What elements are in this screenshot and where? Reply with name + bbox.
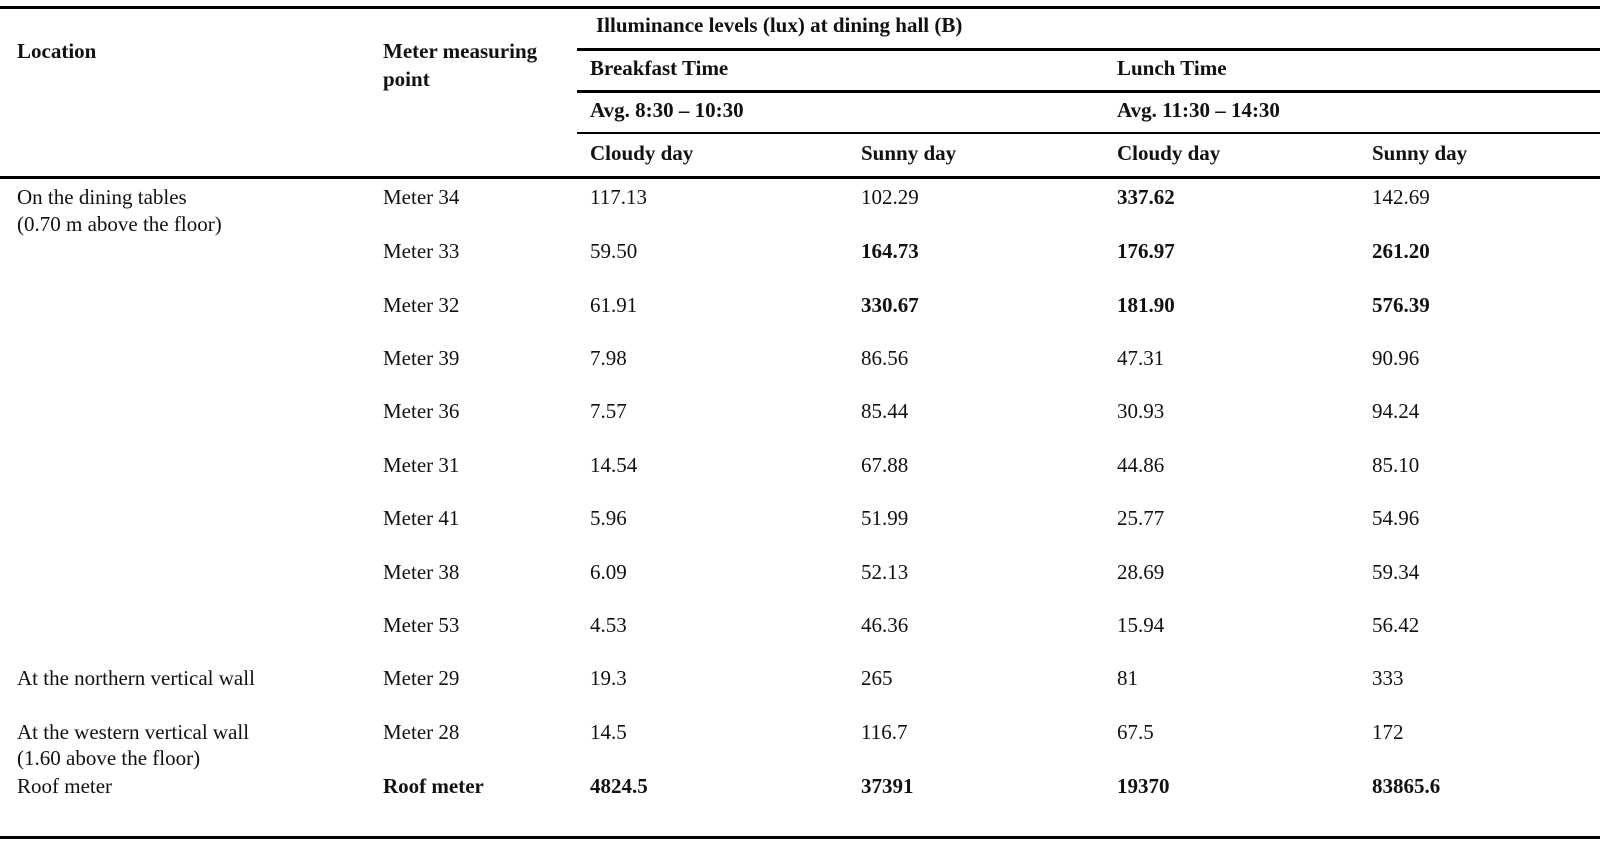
cell-breakfast-cloudy: 59.50: [590, 239, 638, 263]
cell-lunch-sunny: 59.34: [1372, 560, 1420, 584]
avg-rule: [577, 132, 1600, 134]
cell-breakfast-sunny: 164.73: [861, 239, 919, 263]
header-breakfast-avg: Avg. 8:30 – 10:30: [590, 98, 744, 122]
cell-breakfast-sunny: 46.36: [861, 613, 909, 637]
cell-breakfast-cloudy: 4824.5: [590, 774, 648, 798]
header-location: Location: [17, 39, 97, 63]
table-top-rule: [0, 6, 1600, 9]
cell-lunch-sunny: 333: [1372, 666, 1404, 690]
cell-breakfast-sunny: 265: [861, 666, 893, 690]
row-meter: Meter 32: [383, 293, 460, 317]
row-meter: Meter 41: [383, 506, 460, 530]
cell-breakfast-cloudy: 4.53: [590, 613, 627, 637]
cell-lunch-cloudy: 25.77: [1117, 506, 1165, 530]
cell-breakfast-sunny: 102.29: [861, 185, 919, 209]
cell-lunch-sunny: 54.96: [1372, 506, 1420, 530]
row-location-line1: On the dining tables: [17, 185, 187, 209]
row-meter: Meter 38: [383, 560, 460, 584]
cell-breakfast-cloudy: 7.57: [590, 399, 627, 423]
cell-breakfast-cloudy: 14.5: [590, 720, 627, 744]
cell-lunch-cloudy: 337.62: [1117, 185, 1175, 209]
header-lunch-title: Lunch Time: [1117, 56, 1227, 80]
cell-lunch-cloudy: 19370: [1117, 774, 1170, 798]
row-meter: Meter 29: [383, 666, 460, 690]
cell-breakfast-sunny: 86.56: [861, 346, 909, 370]
row-meter: Meter 39: [383, 346, 460, 370]
row-meter: Meter 28: [383, 720, 460, 744]
header-breakfast-cloudy: Cloudy day: [590, 141, 694, 165]
cell-lunch-cloudy: 181.90: [1117, 293, 1175, 317]
table-bottom-rule: [0, 836, 1600, 839]
row-meter: Meter 36: [383, 399, 460, 423]
cell-lunch-sunny: 90.96: [1372, 346, 1420, 370]
cell-lunch-cloudy: 67.5: [1117, 720, 1154, 744]
cell-breakfast-sunny: 330.67: [861, 293, 919, 317]
cell-breakfast-sunny: 85.44: [861, 399, 909, 423]
cell-lunch-cloudy: 47.31: [1117, 346, 1165, 370]
cell-lunch-cloudy: 15.94: [1117, 613, 1165, 637]
cell-lunch-cloudy: 44.86: [1117, 453, 1165, 477]
cell-breakfast-sunny: 67.88: [861, 453, 909, 477]
cell-breakfast-cloudy: 61.91: [590, 293, 638, 317]
row-location-line1: At the western vertical wall: [17, 720, 250, 744]
row-location-line2: (0.70 m above the floor): [17, 212, 222, 236]
row-meter: Meter 53: [383, 613, 460, 637]
cell-lunch-sunny: 172: [1372, 720, 1404, 744]
cell-breakfast-cloudy: 6.09: [590, 560, 627, 584]
header-bottom-rule: [0, 176, 1600, 179]
header-lunch-sunny: Sunny day: [1372, 141, 1468, 165]
cell-breakfast-sunny: 51.99: [861, 506, 909, 530]
cell-breakfast-cloudy: 117.13: [590, 185, 647, 209]
group-title-rule: [577, 48, 1600, 51]
cell-lunch-sunny: 94.24: [1372, 399, 1420, 423]
cell-breakfast-cloudy: 7.98: [590, 346, 627, 370]
header-breakfast-sunny: Sunny day: [861, 141, 957, 165]
row-meter: Meter 31: [383, 453, 460, 477]
cell-lunch-sunny: 56.42: [1372, 613, 1420, 637]
row-location-line1: Roof meter: [17, 774, 113, 798]
header-meter-point-line2: point: [383, 67, 430, 91]
cell-breakfast-sunny: 116.7: [861, 720, 908, 744]
row-location-line1: At the northern vertical wall: [17, 666, 255, 690]
row-meter: Meter 33: [383, 239, 460, 263]
cell-lunch-sunny: 576.39: [1372, 293, 1430, 317]
header-breakfast-title: Breakfast Time: [590, 56, 729, 80]
row-location-line2: (1.60 above the floor): [17, 746, 201, 770]
cell-lunch-cloudy: 28.69: [1117, 560, 1165, 584]
row-meter: Meter 34: [383, 185, 460, 209]
cell-breakfast-cloudy: 14.54: [590, 453, 638, 477]
cell-breakfast-sunny: 37391: [861, 774, 914, 798]
header-group-title: Illuminance levels (lux) at dining hall (B): [596, 13, 963, 37]
header-lunch-avg: Avg. 11:30 – 14:30: [1117, 98, 1280, 122]
cell-breakfast-sunny: 52.13: [861, 560, 909, 584]
cell-lunch-sunny: 83865.6: [1372, 774, 1441, 798]
cell-lunch-cloudy: 81: [1117, 666, 1138, 690]
period-title-rule: [577, 90, 1600, 93]
header-meter-point-line1: Meter measuring: [383, 39, 538, 63]
cell-lunch-sunny: 142.69: [1372, 185, 1430, 209]
cell-lunch-cloudy: 30.93: [1117, 399, 1165, 423]
header-lunch-cloudy: Cloudy day: [1117, 141, 1221, 165]
cell-breakfast-cloudy: 5.96: [590, 506, 627, 530]
cell-lunch-sunny: 261.20: [1372, 239, 1430, 263]
row-meter: Roof meter: [383, 774, 484, 798]
cell-breakfast-cloudy: 19.3: [590, 666, 627, 690]
cell-lunch-sunny: 85.10: [1372, 453, 1420, 477]
cell-lunch-cloudy: 176.97: [1117, 239, 1175, 263]
